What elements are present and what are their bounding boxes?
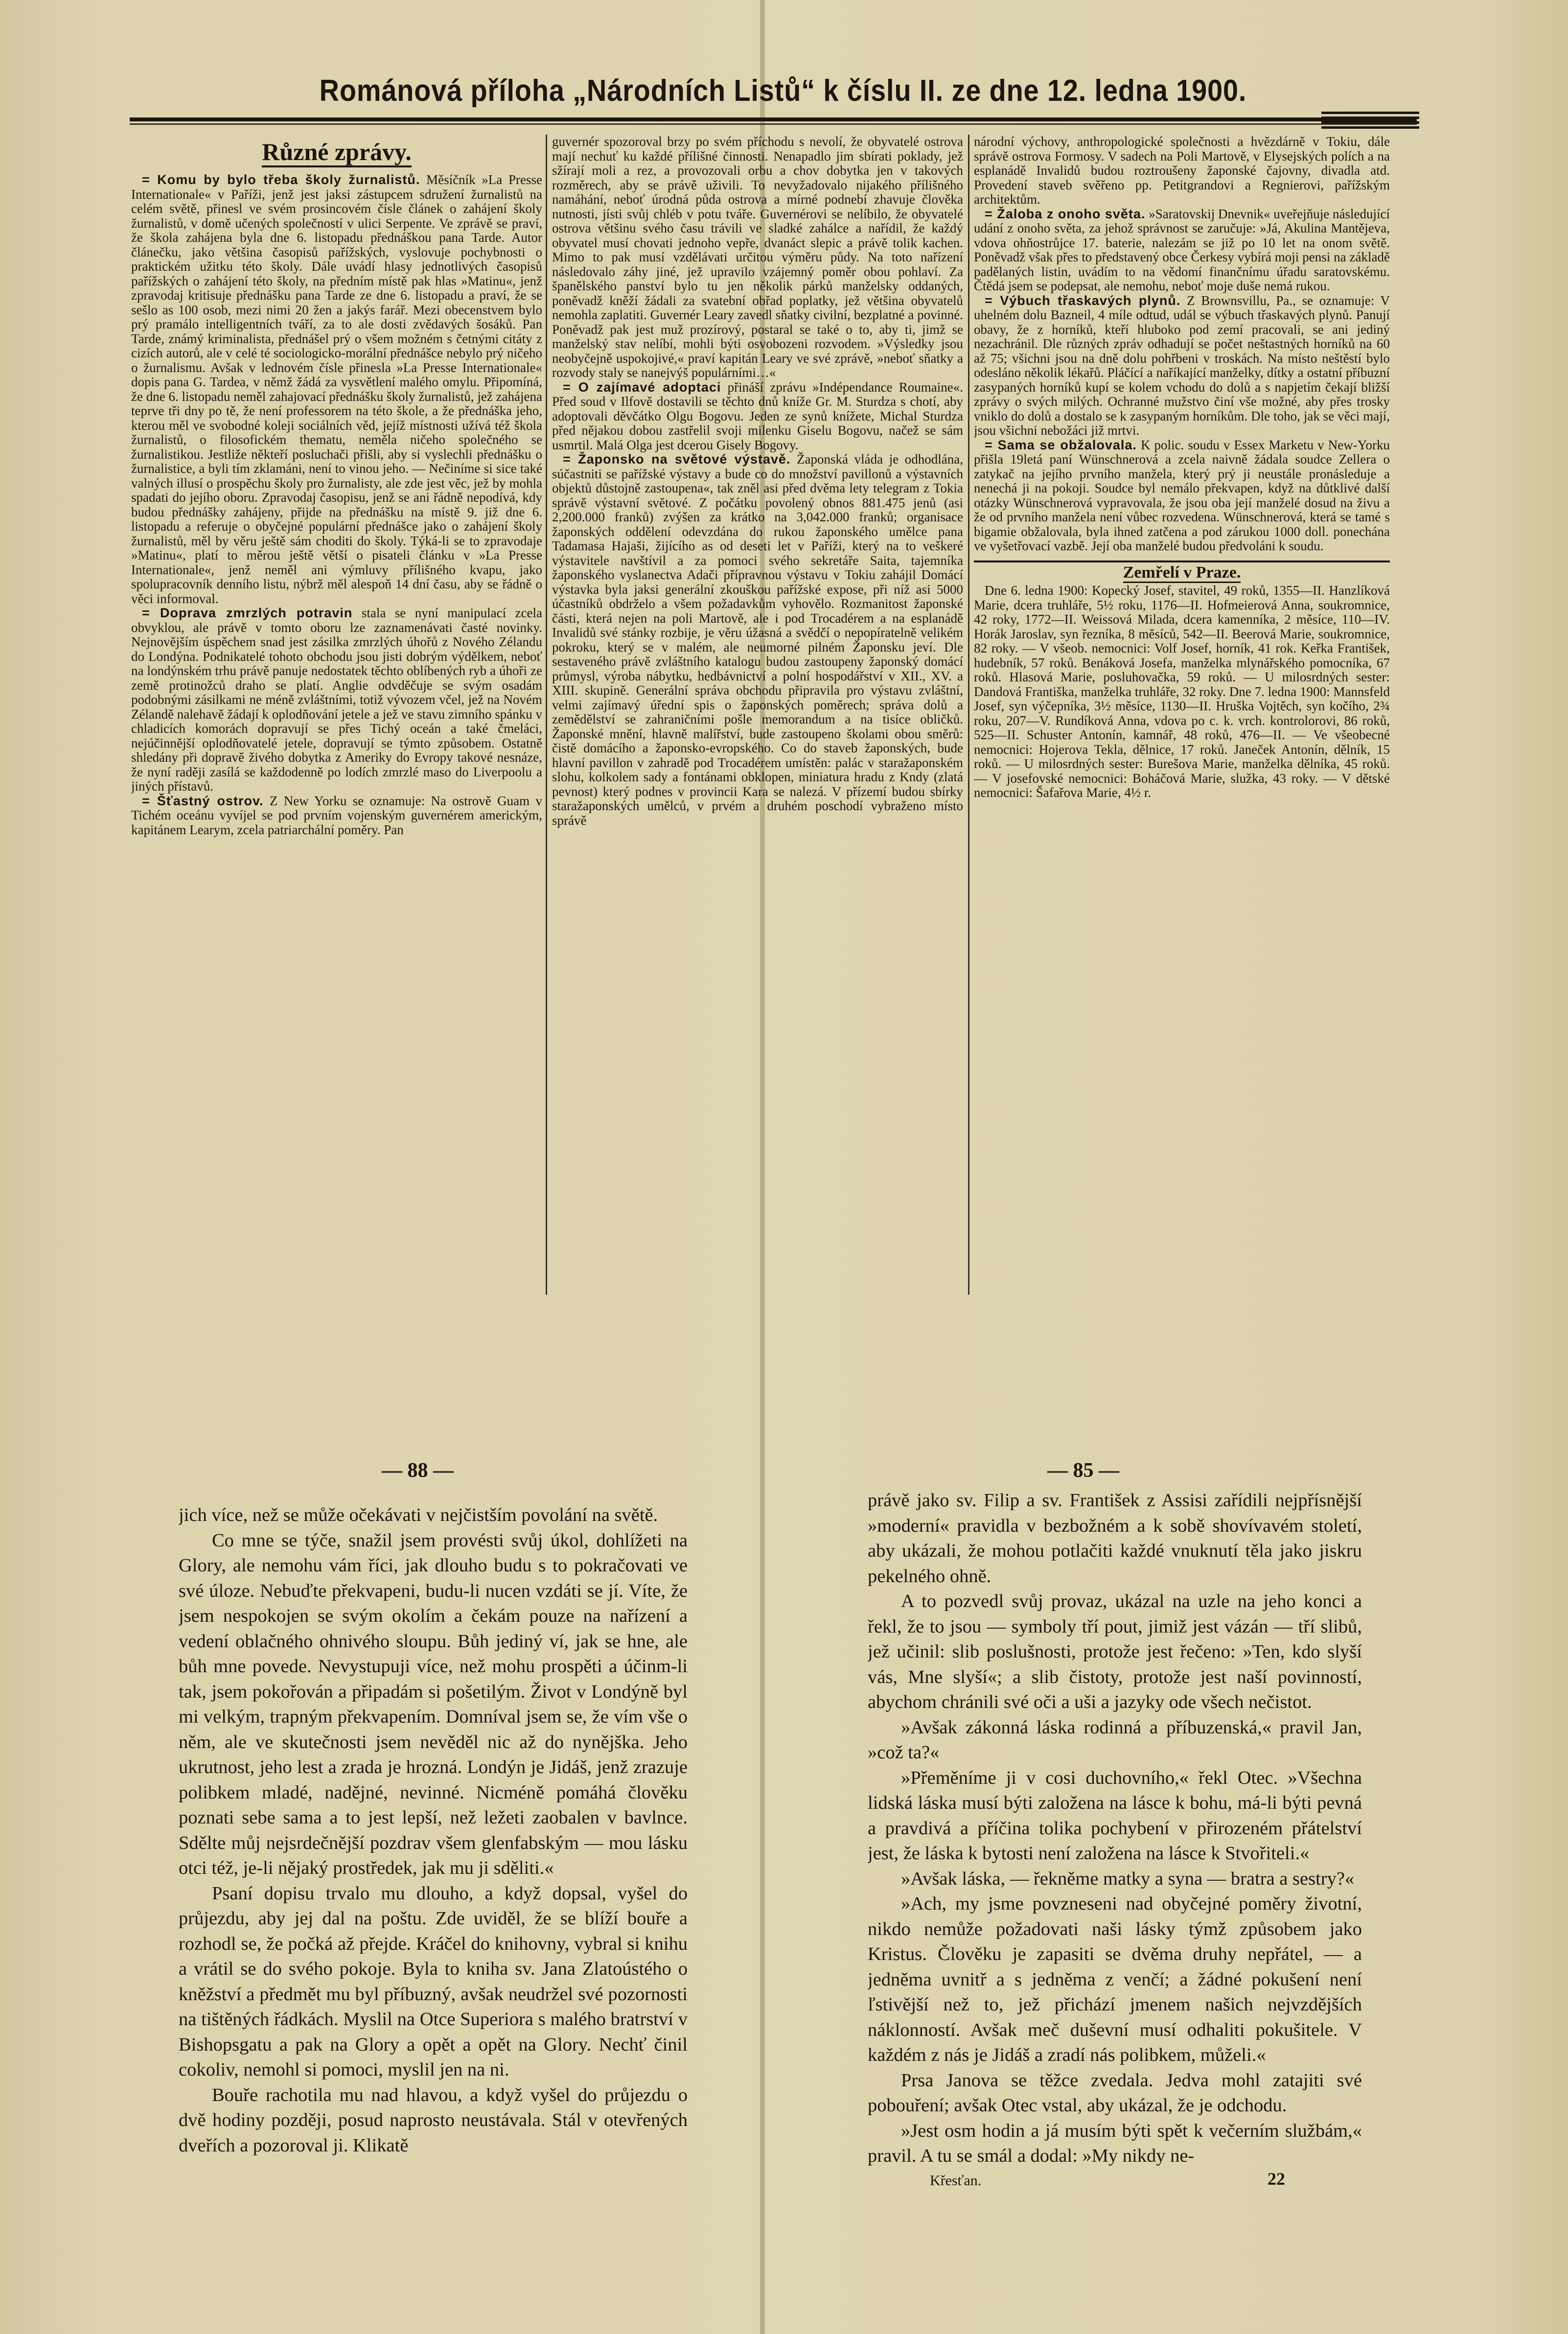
news-item-text: národní výchovy, anthropologické společnosti a hvězdárně v Tokiu, dále správě ostrova Formosy. V sadech na Poli Martově, v Elysejských polích a na esplanádě Invalidů budou roztroušeny žaponské čajovny, divadla atd. Provedení staveb svěřeno pp. Petitgrandovi a Regnierovi, pařížským architektům. — [974, 135, 1390, 207]
column-3 — [974, 135, 1390, 1290]
news-item-headline: = O zajímavé adoptaci — [563, 379, 721, 395]
news-item — [974, 438, 1390, 554]
novel-paragraph: jich více, než se může očekávati v nejčistším povolání na světě. — [179, 1505, 658, 1525]
news-item-headline: = Výbuch třaskavých plynů. — [985, 293, 1181, 308]
news-item-text: stala se nyní manipulací zcela obvyklou, ale právě v tomto oboru lze zaznamenávati časté novinky. Nejnovějším úspěchem snad jest zásilka zmrzlých úhořů z Nového Zélandu do Londýna. Podnikatelé tohoto obchodu jsou jisti dobrým výdělkem, neboť na londýnském trhu právě panuje nedostatek těchto oblíbených ryb a úhoři ze země protinožců draho se platí. Anglie odvděčuje se svým osadám podobnými zásilkami ne méně zvláštními, totiž vývozem včel, jež na Novém Zélandě nalehavě žádají k oplodňování jetele a jež ve stavu zimního spánku v chladicích komorách dopravují se přes Tichý oceán a také čmeláci, nejúčinnější oplodňovatelé jetele, dopravují se týmto způsobem. Ostatně shledány při dopravě živého dobytka z Ameriky do Evropy takové nesnáze, že nyní raději zasílá se každodenně po lodích zmrzlé maso do Liverpoolu a jiných přístavů. — [131, 606, 542, 794]
news-item — [552, 452, 963, 828]
news-item-headline: = Komu by bylo třeba školy žurnalistů. — [142, 172, 420, 187]
deaths-section-title: Zemřelí v Praze. — [974, 560, 1390, 580]
signature-mark: Křesťan. — [930, 2172, 982, 2189]
news-item-continued — [974, 135, 1390, 207]
news-item — [974, 207, 1390, 294]
novel-paragraph: »Ach, my jsme povzneseni nad obyčejné poměry životní, nikdo nemůže požadovati naši lásky týmž způsobem jako Kristus. Člověku je zapasiti se dvěma druhy nepřátel, — a jedněma uvnitř a s jedněma z venčí; a žádné pokušení není ľstivější než to, jež přichází jmenem našich nejvzdějších náklonností. Avšak meč duševní musí odhaliti pokušitele. V každém z nás je Jidáš a zradí nás polibkem, můželi.« — [868, 1893, 1362, 2065]
news-item-text: »Saratovskij Dnevnik« uveřejňuje následující udání z onoho světa, za jehož správnost se zaručuje: »Já, Akulina Mantějeva, vdova ohňostrůjce 17. baterie, nalezám se již po 10 let na onom světě. Poněvadž však přes to představený obce Čerkesy vybírá moji pensi na základě padělaných listin, uvádím to na vědomí finančnímu úřadu saratovskému. Čtědá jsem se podepsat, ale nemohu, neboť moje duše nemá rukou. — [974, 206, 1390, 293]
news-item-headline: = Doprava zmrzlých potravin — [142, 606, 353, 620]
news-item-text: Žaponská vláda je odhodlána, súčastniti se pařížské výstavy a bude co do množství pavillonů a výstavních objektů důstojně zastoupena«, tak zněl asi před dvěma lety telegram z Tokia správě výstavní světové. Z počátku povolený obnos 881.475 jenů (asi 2,200.000 franků) zvýšen za krátko na 3,042.000 franků; organisace žaponských oddělení odevzdána do rukou žaponského umělce pana Tadamasa Hajaši, žijícího as od deseti let v Paříži, který na to veškeré výstavitele navštívil a za pomoci svého sekretáře Saita, tajemníka žaponského vyslanectva Adači přípravnou výstavu v Tokiu zahájil Domácí výstavka byla jaksi generální zkouškou pařížské expose, při níž asi 5000 účastníků obdrželo a všem požadavkům vyhovělo. Rozmanitost žaponské části, která nejen na poli Martově, ale i pod Trocadérem a na esplanádě Invalidů své stánky rozbije, je věru úžasná a svědčí o nepopíratelně velikém pokroku, který se v malém, ale neumorné pilném Žaponsku jeví. Dle sestaveného právě zvláštního katalogu budou zastoupeny žaponský domácí průmysl, výroba nábytku, hedbávnictví a polní hospodářství v XII., XV. a XIII. skupině. Generální správa obchodu připravila pro výstavu zvláštní, velmi zajímavý úřední spis o žaponských poměrech; správa dolů a zemědělství se zahraničními pošle memorandum a na tisíce obličků. Žaponské mnění, hlavně malířství, bude zastoupeno školami obou směrů: čistě domácího a žaponsko-evropského. Co do staveb žaponských, bude hlavní pavillon v zahradě pod Trocadérem umístěn: palác v staražaponském slohu, kolkolem sady a fontánami obklopen, miniatura hradu z Kndy (zlatá pevnost) který podnes v provincii Kara se nalezá. V přízemí budou sbírky staražaponských umělců, v prvém a druhém poschodí vybraženo místo správě — [552, 452, 963, 828]
column-divider — [546, 135, 547, 1295]
novel-paragraph: »Avšak zákonná láska rodinná a příbuzenská,« pravil Jan, »což ta?« — [868, 1717, 1362, 1763]
deaths-list: Dne 6. ledna 1900: Kopecký Josef, stavitel, 49 roků, 1355—II. Hanzlíková Marie, dcera truhláře, 5½ roku, 1176—II. Hofmeierová Anna, soukromnice, 42 roky, 1772—II. Weissová Milada, dcera kamenníka, 2 měsíce, 110—IV. Horák Jaroslav, syn řezníka, 8 měsíců, 542—II. Beerová Marie, soukromnice, 82 roky. — V všeob. nemocnici: Volf Josef, horník, 41 rok. Keřka František, hudebník, 57 roků. Benáková Josefa, manželka mlynářského pomocníka, 67 roků. Hlasová Marie, posluhovačka, 59 roků. — U milosrdných sester: Dandová Františka, manželka truhláře, 32 roky. Dne 7. ledna 1900: Mannsfeld Josef, syn výčepníka, 3½ měsíce, 1130—II. Hruška Vojtěch, syn kočího, 2¾ roku, 207—V. Rundíková Anna, vdova po c. k. vrch. kontrolorovi, 86 roků, 525—II. Schuster Antonín, kamnář, 48 roků, 476—II. — Ve všeobecné nemocnici: Hojerova Tekla, dělnice, 17 roků. Janeček Antonín, dělník, 15 roků. — U milosrdných sester: Burešova Marie, manželka dělníka, 45 roků. — V josefovské nemocnici: Boháčová Marie, služka, 43 roky. — V dětské nemocnici: Šafařova Marie, 4½ r. — [974, 583, 1390, 800]
novel-paragraph: Psaní dopisu trvalo mu dlouho, a když dopsal, vyšel do průjezdu, aby jej dal na poštu. Zde uviděl, že se blíží bouře a rozhodl se, že počká až přejde. Kráčel do knihovny, vybral si knihu a vrátil se do svého pokoje. Byla to kniha sv. Jana Zlatoústého o kněžství a předmět mu byl příbuzný, avšak neudržel své pozornosti na tištěných řádkách. Myslil na Otce Superiora s malého bratrství v Bishopsgatu a pak na Glory a opět a opět na Glory. Nechť činil cokoliv, nemohl si pomoci, myslil jen na ni. — [179, 1883, 688, 2080]
news-item — [131, 794, 542, 838]
news-item-continued — [552, 135, 963, 380]
novel-paragraph: právě jako sv. Filip a sv. František z Assisi zařídili nejpřísnější »moderní« pravidla v bezbožném a k sobě shovívavém století, aby ukázali, že mohou potlačiti každé vnuknutí těla jako jiskru pekelného ohně. — [868, 1490, 1362, 1587]
novel-paragraph: Prsa Janova se těžce zvedala. Jedva mohl zatajiti své pobouření; avšak Otec vstal, aby ukázal, že je odchodu. — [868, 2070, 1362, 2116]
news-item-headline: = Sama se obžalovala. — [985, 437, 1137, 452]
header-rule — [130, 117, 1417, 121]
header-rule-tab — [1321, 112, 1419, 129]
news-item — [974, 294, 1390, 438]
signature-number: 22 — [1268, 2169, 1285, 2189]
news-item-text: guvernér spozoroval brzy po svém příchodu s nevolí, že obyvatelé ostrova mají nechuť ku každé přílišné činnosti. Nenapadlo jim sbírati poklady, jež sžírají moli a rez, a provozovali orbu a chov dobytka jen v takových rozměrech, aby se právě uživili. To nevyžadovalo nijakého přílišného namáhání, neboť úrodná půda ostrova a mírné podnebí zhavuje člověka nutnosti, jísti svůj chléb v potu tváře. Guvernérovi se nelíbilo, že obyvatelé ostrova většinu svého času trávili ve sladké zahálce a nařídil, že každý obyvatel musí chovati jednoho vepře, dvanáct slepic a právě tolik kachen. Mimo to pak musí vzdělávati určitou výměru půdy. Na toto nařízení následovalo záhy jiné, jež upravilo vzájemný poměr obou pohlaví. Za španělského panství bylo tu jen několik párků manželsky oddaných, poněvadž kněží žádali za svatební obřad poplatky, jež většina obyvatelů nemohla zaplatiti. Guvernér Leary zavedl sňatky civilní, bezplatné a povinné. Poněvadž pak jest muž prozírový, postaral se také o to, aby ti, jimž se manželský stav nelíbí, mohli býti osvobozeni rozvodem. »Výsledky jsou neobyčejně uspokojivé,« praví kapitán Leary ve své zprávě, »neboť sňatky a rozvody staly se nanejvýš populárními…« — [552, 135, 963, 380]
column-divider — [968, 135, 969, 1295]
novel-right-page — [868, 1488, 1362, 2183]
news-item — [131, 606, 542, 794]
left-page-number: — 88 — — [382, 1459, 454, 1482]
novel-paragraph: »Jest osm hodin a já musím býti spět k večerním službám,« pravil. A tu se smál a dodal: »My nikdy ne- — [868, 2120, 1362, 2166]
novel-paragraph: Co mne se týče, snažil jsem provésti svůj úkol, dohlížeti na Glory, ale nemohu vám říci, jak dlouho budu s to pokračovati ve své úloze. Nebuďte překvapeni, budu-li nucen vzdáti se jí. Víte, že jsem nespokojen se svým okolím a čekám pouze na nařízení a vedení oblačného ohnivého sloupu. Bůh jediný ví, jak se hne, ale bůh mne povede. Nevystupuji více, než mohu prospěti a účinm-li tak, jsem pokořován a připadám si pošetilým. Život v Londýně byl mi velkým, trapným překvapením. Domníval jsem se, že vím vše o něm, ale ve skutečnosti jsem nevěděl nic až do nynějška. Jeho ukrutnost, jeho lest a zrada je hrozná. Londýn je Jidáš, jenž zrazuje polibkem mladé, nadějné, nevinné. Nicméně pomáhá člověku poznati sebe sama a to jest lepší, než ležeti zaobalen v bavlnce. Sdělte můj nejsrdečnější pozdrav všem glenfabským — mou lásku otci též, je-li nějaký prostředek, jak mu ji sděliti.« — [179, 1530, 688, 1878]
novel-left-page — [179, 1503, 688, 2188]
news-item-text: K polic. soudu v Essex Marketu v New-Yorku přišla 19letá paní Wünschnerová a zcela naivně žádala soudce Zellera o zatykač na jejího prvního manžela, který prý ji neustále pronásleduje a nenechá ji na pokoji. Soudce byl nemálo překvapen, když na důtklivé další otázky Wünschnerová vypravovala, že jsou oba její manželé dosud na živu a že od prvního manžela není vůbec rozvedena. Wünschnerová, která se tamé s bigamie obžalovala, byla ihned zatčena a pod zárukou 1000 doll. ponechána ve vyšetřovací vazbě. Její oba manželé budou předvoláni k soudu. — [974, 437, 1390, 553]
news-item-text: Z Brownsvillu, Pa., se oznamuje: V uhelném dolu Bazneil, 4 míle odtud, udál se výbuch třaskavých plynů. Panují obavy, že z horníků, kteří hluboko pod zemí pracovali, se ani jediný nezachránil. Dle různých zpráv odhadují se počet neštastných horníků na 60 až 75; všichni jsou na dně dolu pohřbeni v troskách. Na místo neštěstí bylo odesláno několik lékařů. Pláčící a naříkající manželky, dítky a ostatní příbuzní zasypaných horníků kupí se kolem vchodu do dolů a s napjetím čekají bližší zprávy o svých milých. Ochranné mužstvo činí vše možné, aby přes trosky vniklo do dolů a dostalo se k zasypaným horníkům. Dle toho, jak se věci mají, jsou všichni nebožáci již mrtvi. — [974, 293, 1390, 438]
novel-paragraph: Bouře rachotila mu nad hlavou, a když vyšel do průjezdu o dvě hodiny později, posud naprosto neustávala. Stál v otevřených dveřích a pozoroval ji. Klikatě — [179, 2084, 688, 2156]
right-page-number: — 85 — — [1047, 1459, 1119, 1482]
news-item — [552, 380, 963, 453]
newspaper-header-title: Románová příloha „Národních Listů“ k číslu II. ze dne 12. ledna 1900. — [319, 74, 1247, 108]
header-rule-thin — [130, 123, 1417, 125]
novel-paragraph: A to pozvedl svůj provaz, ukázal na uzle na jeho konci a řekl, že to jsou — symboly tří pout, jimiž jest vázán — tří slibů, jež učinil: slib poslušnosti, protože jest řečeno: »Ten, kdo slyší vás, Mne slyší«; a slib čistoty, protože jest naší povinností, abychom chránili své oči a uši a jazyky ode všech nečistot. — [868, 1591, 1362, 1712]
section-title: Různé zprávy. — [131, 137, 542, 167]
news-item-headline: = Žaloba z onoho světa. — [985, 206, 1146, 221]
news-item-headline: = Šťastný ostrov. — [142, 793, 264, 808]
novel-paragraph: »Avšak láska, — řekněme matky a syna — bratra a sestry?« — [901, 1868, 1355, 1889]
column-2 — [552, 135, 963, 1290]
news-item — [131, 173, 542, 606]
column-1 — [131, 135, 542, 1290]
news-item-text: Měsíčník »La Presse Internationale« v Paříži, jenž jest jaksi zástupcem sdružení žurnalistů na celém světě, přinesl ve svém prosincovém čísle článek o zahájení školy žurnalistů, v domě učených společností v ulici Serpente. Ve zprávě se praví, že škola zahájena byla dne 6. listopadu přednáškou pana Tarde. Autor článečku, jako většina časopisů pařížských, vyslovuje pochybnosti o praktickém užitku této školy. Dále uvádí hlasy jednotlivých časopisů pařížských o zahájení této školy, na předním místě pak hlas »Matinu«, jenž zpravodaj kritisuje přednášku pana Tarde ze dne 6. listopadu a praví, že se sešlo as 100 osob, mezi nimi 20 žen a jakýs farář. Mezi obecenstvem bylo prý pramálo intelligentních tváří, za to ale dosti zvědavých šosáků. Pan Tarde, známý kriminalista, přednášel prý o všem možném s četnými citáty z cizích autorů, ale v celé té sociologicko-morální přednášce nebylo prý ničeho o žurnalismu. Avšak v lednovém čísle přinesla »La Presse Internationale« dopis pana G. Tardea, v němž žádá za vysvětlení malého omylu. Připomíná, že dne 6. listopadu neměl zahajovací přednášku školy žurnalistů, jež zahájena teprve tři dny po tě, že není professorem na této škole, a že přednáška jeho, kterou měl ve svobodné koleji sociálních věd, jejíž místnosti užívá též škola žurnalistů, o filosofickém thematu, neměla ničeho společného se žurnalistikou. Jestliže někteří posluchači přišli, aby si vyslechli přednášku o žurnalistice, a byli tím zklamáni, není to vinou jeho. — Nečiníme si sice také valných illusí o prospěchu školy pro žurnalisty, ale zde jest věc, jež by mohla spadati do jejího oboru. Zpravodaj časopisu, jenž se ani řádně nepodívá, kdy budou přednášky zahájeny, přijde na přednášku na místě 9. již dne 6. listopadu a referuje o obyčejné populární přednášce jako o zahájení školy žurnalistů, měl by věru ještě sám choditi do školy. Týká-li se to zpravodaje »Matinu«, platí to měrou ještě větší o pisateli článku v »La Presse Internationale«, jenž neměl ani výmluvy přílišného kvapu, jako spolupracovník denního listu, nýbrž měl alespoň 14 dní času, aby se řádně o věci informoval. — [131, 172, 542, 606]
novel-paragraph: »Přeměníme ji v cosi duchovního,« řekl Otec. »Všechna lidská láska musí býti založena na lásce k bohu, má-li býti pevná a pravdivá a příčina tolika pochybení v přirozeném přátelství jest, že láska k bytosti není založena na lásce k Stvořiteli.« — [868, 1767, 1362, 1864]
news-item-text: Z New Yorku se oznamuje: Na ostrově Guam v Tichém oceánu vyvíjel se pod prvním vojenským guvernérem americkým, kapitánem Learym, zcela patriarchální poměry. Pan — [131, 793, 542, 837]
news-item-headline: = Žaponsko na světové výstavě. — [563, 452, 791, 467]
news-item-text: přináší zprávu »Indépendance Roumaine«. Před soud v Ilfově dostavili se těchto dnů kníže Gr. M. Sturdza s chotí, aby adoptovali děvčátko Olgu Bogovu. Jeden ze synů knížete, Michal Sturdza před nějakou dobou zastřelil svoji milenku Giselu Bogovu, načež se sám usmrtil. Malá Olga jest dcerou Gisely Bogovy. — [552, 379, 963, 452]
